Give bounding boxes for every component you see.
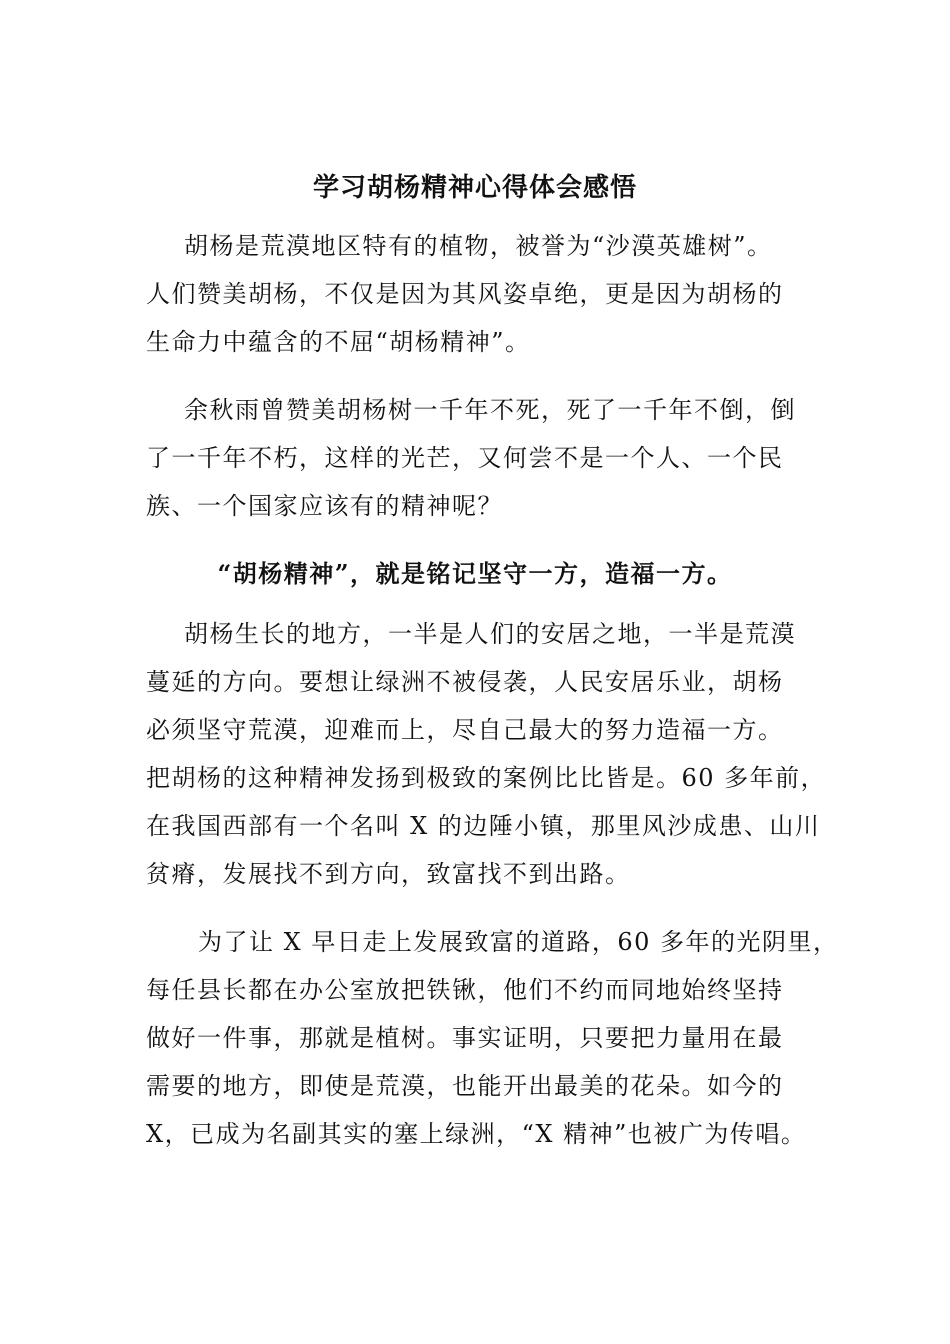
paragraph-line: 为了让 X 早日走上发展致富的道路，60 多年的光阴里， xyxy=(198,928,839,956)
document-title: 学习胡杨精神心得体会感悟 xyxy=(312,173,637,203)
paragraph-line: 人们赞美胡杨，不仅是因为其风姿卓绝，更是因为胡杨的 xyxy=(146,280,784,308)
section-subheading: “胡杨精神”，就是铭记坚守一方，造福一方。 xyxy=(217,559,733,588)
paragraph-line: 蔓延的方向。要想让绿洲不被侵袭，人民安居乐业，胡杨 xyxy=(146,668,784,696)
paragraph-line: 必须坚守荒漠，迎难而上，尽自己最大的努力造福一方。 xyxy=(146,716,784,744)
paragraph-3 xyxy=(146,610,827,898)
paragraph-line: 了一千年不朽，这样的光芒，又何尝不是一个人、一个民 xyxy=(146,444,784,472)
paragraph-line: 做好一件事，那就是植树。事实证明，只要把力量用在最 xyxy=(146,1024,784,1052)
paragraph-line: 生命力中蕴含的不屈“胡杨精神”。 xyxy=(146,328,531,356)
paragraph-4 xyxy=(146,918,839,1158)
paragraph-line: 胡杨是荒漠地区特有的植物，被誉为“沙漠英雄树”。 xyxy=(184,232,773,260)
paragraph-line: 需要的地方，即使是荒漠，也能开出最美的花朵。如今的 xyxy=(146,1072,784,1100)
paragraph-line: 每任县长都在办公室放把铁锹，他们不约而同地始终坚持 xyxy=(146,976,784,1004)
paragraph-line: 族、一个国家应该有的精神呢？ xyxy=(146,492,503,520)
paragraph-line: X，已成为名副其实的塞上绿洲，“X 精神”也被广为传唱。 xyxy=(146,1120,807,1148)
paragraph-1 xyxy=(146,222,816,366)
paragraph-line: 胡杨生长的地方，一半是人们的安居之地，一半是荒漠 xyxy=(184,620,796,648)
paragraph-line: 贫瘠，发展找不到方向，致富找不到出路。 xyxy=(146,860,631,888)
paragraph-line: 在我国西部有一个名叫 X 的边陲小镇，那里风沙成患、山川 xyxy=(146,812,821,840)
paragraph-line: 余秋雨曾赞美胡杨树一千年不死，死了一千年不倒，倒 xyxy=(184,396,796,424)
paragraph-2 xyxy=(146,386,816,530)
paragraph-line: 把胡杨的这种精神发扬到极致的案例比比皆是。60 多年前， xyxy=(146,764,827,792)
